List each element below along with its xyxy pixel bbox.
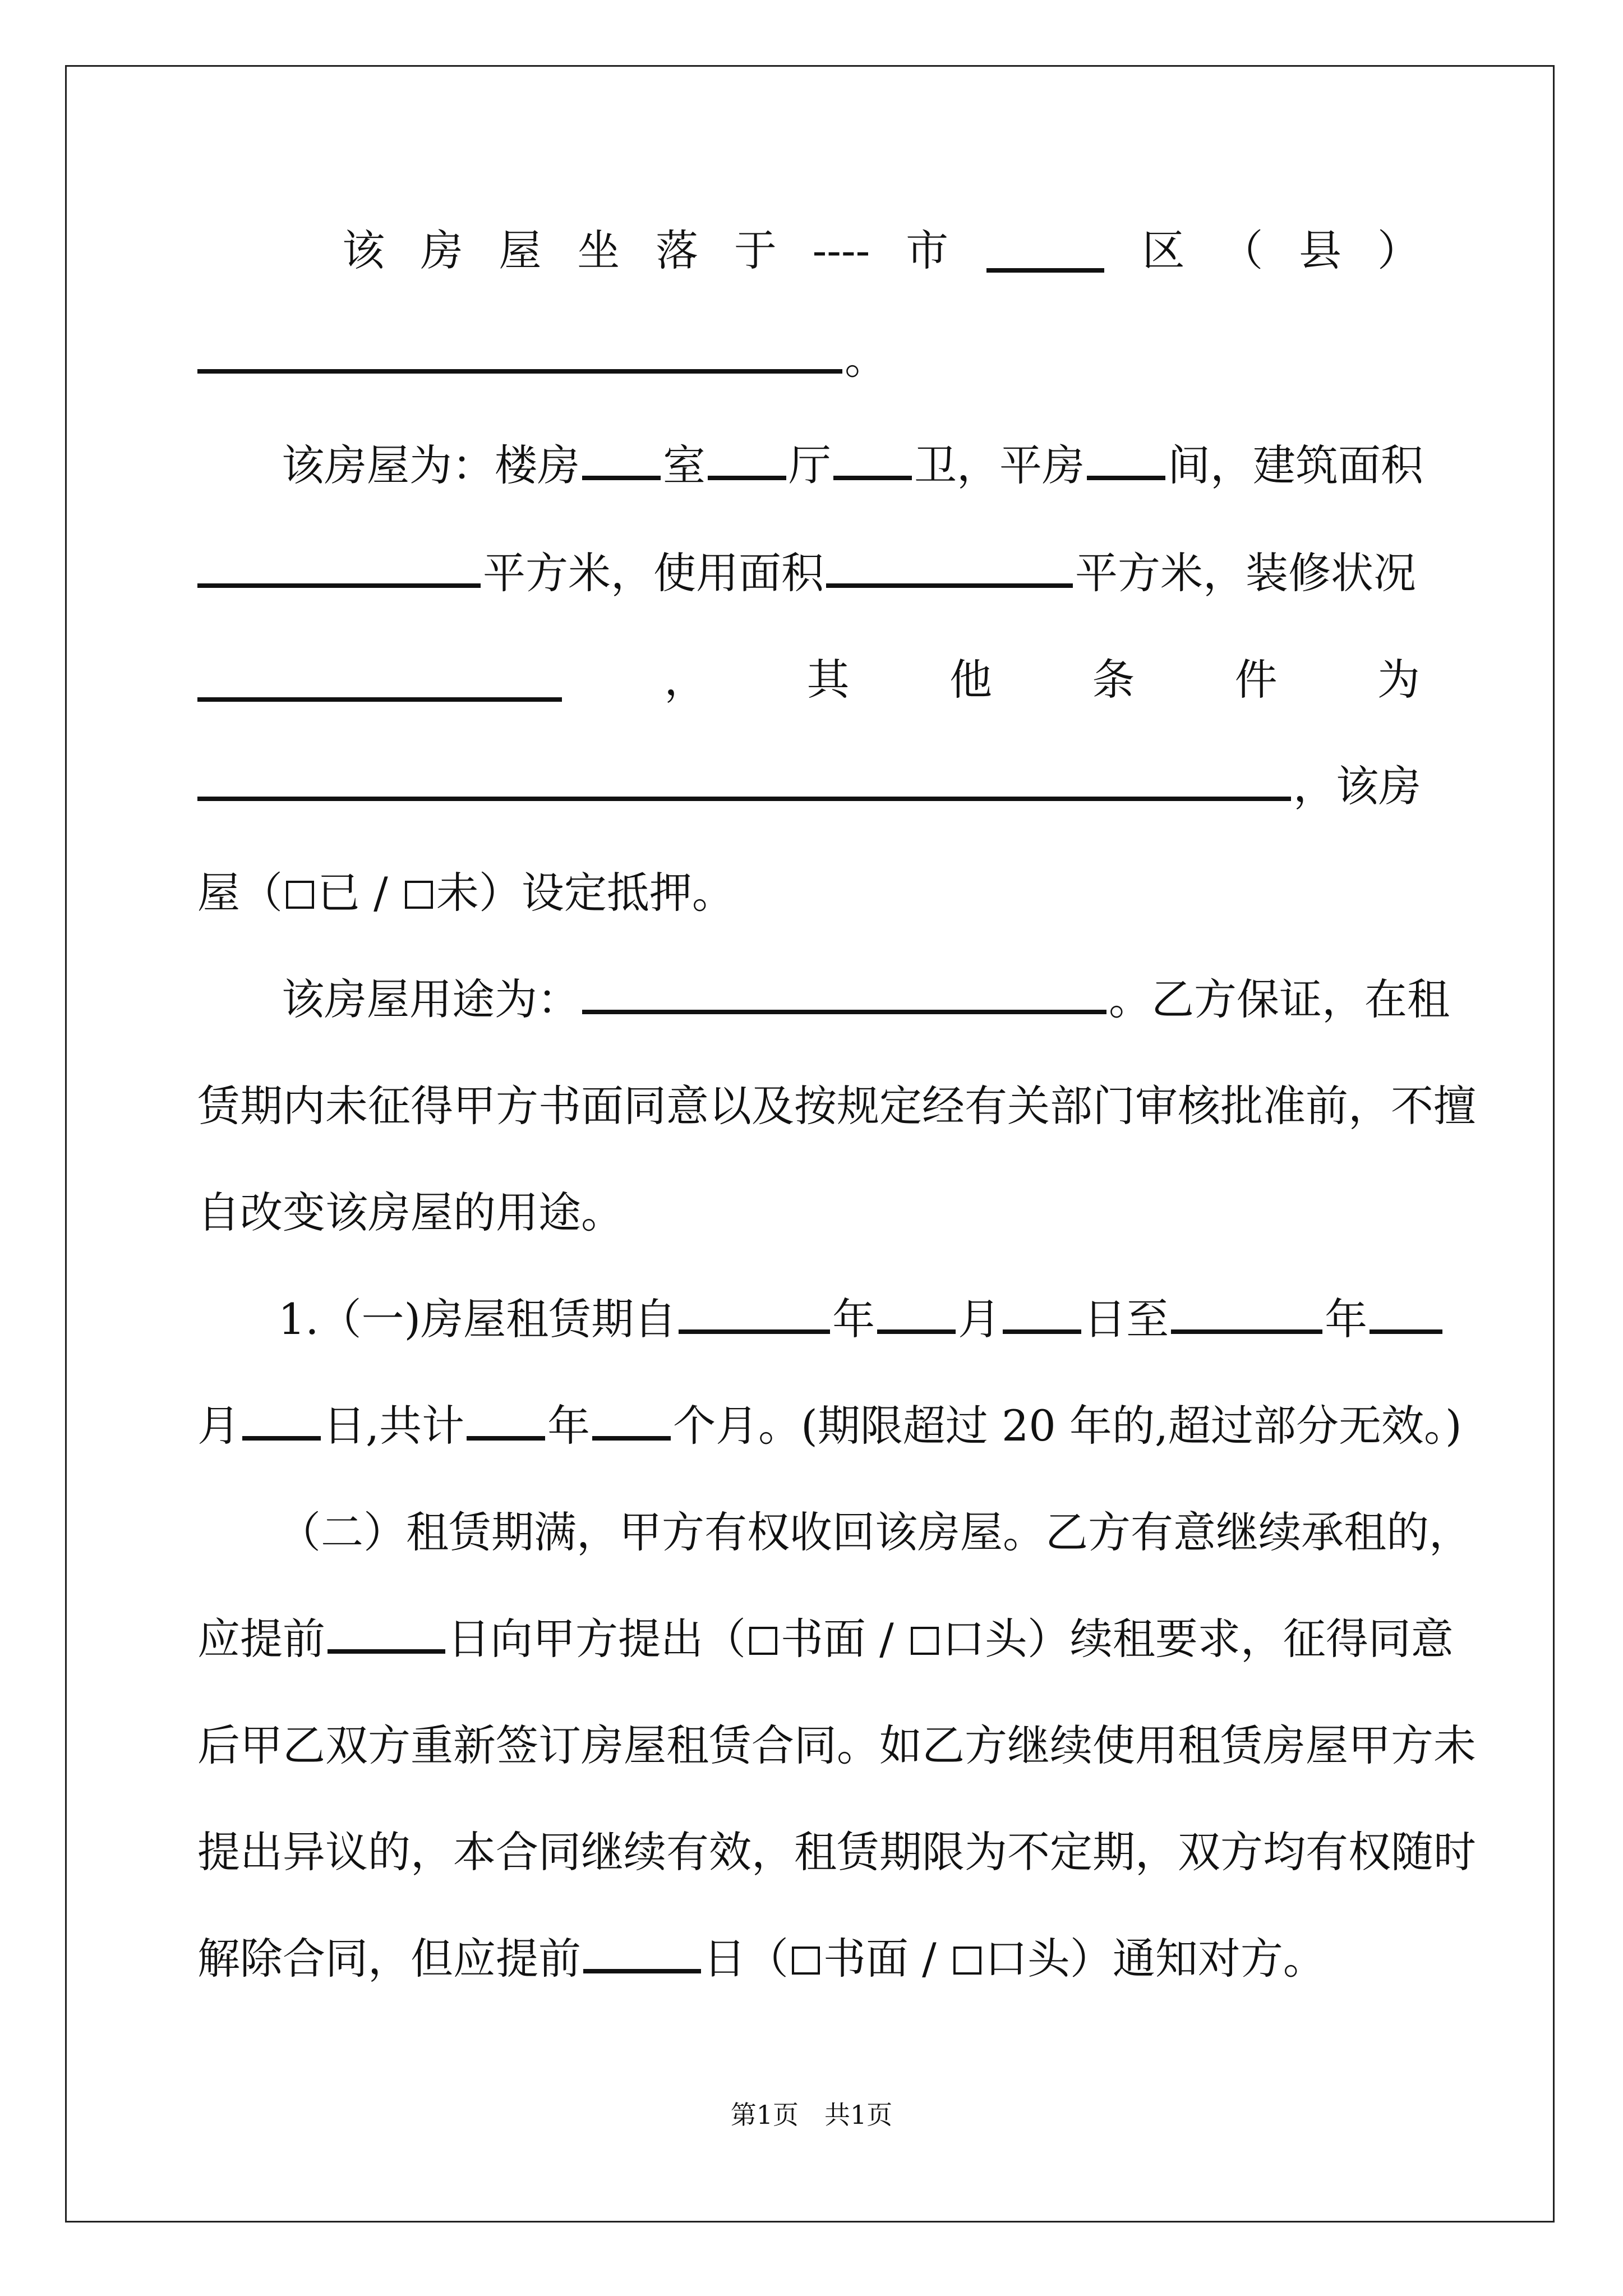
renewal-line bbox=[197, 1605, 1454, 1673]
text-segment: 书面 / bbox=[823, 1934, 950, 1984]
text-segment: 自改变该房屋的用途。 bbox=[197, 1188, 624, 1237]
text-segment: 。乙方保证，在租 bbox=[1109, 974, 1450, 1024]
page-footer: 第1页 共1页 bbox=[730, 2100, 893, 2130]
text-char: （ bbox=[1220, 226, 1264, 275]
text-segment: 提出异议的，本合同继续有效，租赁期限为不定期，双方均有权随时 bbox=[197, 1827, 1476, 1877]
start-year-blank[interactable] bbox=[679, 1290, 830, 1334]
text-segment: 月 bbox=[197, 1401, 240, 1451]
location-line bbox=[342, 217, 1420, 284]
text-segment: 日至 bbox=[1083, 1294, 1169, 1344]
address-line bbox=[197, 325, 1420, 393]
text-segment: 间，建筑面积 bbox=[1168, 440, 1423, 490]
text-char: 落 bbox=[656, 226, 699, 275]
termination-notice-blank[interactable] bbox=[583, 1930, 701, 1973]
other-conditions-blank[interactable] bbox=[197, 757, 1291, 801]
building-area-blank[interactable] bbox=[197, 544, 481, 588]
text-segment: 口头）通知对方。 bbox=[984, 1934, 1326, 1984]
text-char: 为 bbox=[1377, 655, 1420, 705]
text-segment: 年 bbox=[832, 1294, 875, 1344]
address-blank[interactable] bbox=[197, 330, 842, 374]
bungalow-rooms-blank[interactable] bbox=[1087, 436, 1165, 480]
text-segment: 个月。(期限超过 20 年的,超过部分无效。) bbox=[673, 1401, 1462, 1451]
text-segment: 已 / bbox=[317, 868, 402, 918]
text-char: ， bbox=[664, 655, 707, 705]
text-char: 屋 bbox=[499, 226, 542, 275]
text-char: 件 bbox=[1234, 655, 1278, 705]
text-segment: 平方米，装修状况 bbox=[1075, 548, 1416, 598]
text-segment: 屋（ bbox=[197, 868, 283, 918]
not-mortgaged-checkbox[interactable] bbox=[405, 881, 433, 909]
body-line bbox=[278, 1499, 1472, 1566]
text-char: 于 bbox=[734, 226, 777, 275]
usable-area-blank[interactable] bbox=[826, 544, 1073, 588]
written-checkbox[interactable] bbox=[749, 1627, 777, 1655]
text-segment: 卫，平房 bbox=[914, 440, 1085, 490]
text-segment: 口头）续租要求，征得同意 bbox=[942, 1614, 1454, 1664]
end-year-blank[interactable] bbox=[1171, 1290, 1322, 1334]
text-dashes: ---- bbox=[812, 226, 870, 275]
text-char: 市 bbox=[906, 226, 949, 275]
text-char: 县 bbox=[1299, 226, 1342, 275]
oral-checkbox[interactable] bbox=[911, 1627, 939, 1655]
mortgage-line bbox=[197, 859, 1420, 927]
text-segment: 该房屋用途为： bbox=[282, 974, 580, 1024]
other-conditions-line bbox=[197, 753, 1420, 820]
decoration-line bbox=[197, 646, 1420, 714]
start-month-blank[interactable] bbox=[877, 1290, 956, 1334]
text-segment: 解除合同，但应提前 bbox=[197, 1934, 581, 1984]
text-segment: （二）租赁期满，甲方有权收回该房屋。乙方有意继续承租的， bbox=[278, 1507, 1472, 1557]
end-month-blank[interactable] bbox=[1370, 1290, 1442, 1334]
text-segment: 年 bbox=[547, 1401, 591, 1451]
body-line bbox=[197, 1073, 1476, 1140]
city-blank[interactable] bbox=[986, 229, 1104, 273]
termination-line bbox=[197, 1925, 1420, 1993]
text-segment: 应提前 bbox=[197, 1614, 325, 1664]
term-line bbox=[197, 1392, 1462, 1460]
notice-days-blank[interactable] bbox=[328, 1610, 445, 1654]
text-segment: 该房屋为：楼房 bbox=[282, 440, 580, 490]
area-line bbox=[197, 540, 1420, 607]
text-segment: 日向甲方提出（ bbox=[448, 1614, 746, 1664]
start-day-blank[interactable] bbox=[1003, 1290, 1081, 1334]
body-line bbox=[197, 1712, 1476, 1779]
body-line bbox=[197, 1819, 1476, 1886]
body-line bbox=[197, 1179, 1420, 1246]
total-years-blank[interactable] bbox=[467, 1397, 545, 1441]
text-segment: 书面 / bbox=[781, 1614, 907, 1664]
text-char: 房 bbox=[420, 226, 463, 275]
text-char: 该 bbox=[342, 226, 385, 275]
text-segment: 1.（一)房屋租赁期自 bbox=[278, 1294, 677, 1344]
house-type-line bbox=[282, 432, 1423, 499]
text-segment: ，该房 bbox=[1293, 761, 1421, 811]
text-segment: 未）设定抵押。 bbox=[436, 868, 735, 918]
term-line bbox=[278, 1286, 1420, 1353]
text-segment: 赁期内未征得甲方书面同意以及按规定经有关部门审核批准前，不擅 bbox=[197, 1081, 1476, 1131]
mortgaged-checkbox[interactable] bbox=[286, 881, 314, 909]
oral-checkbox[interactable] bbox=[953, 1947, 981, 1975]
text-char: 坐 bbox=[577, 226, 620, 275]
text-segment: 后甲乙双方重新签订房屋租赁合同。如乙方继续使用租赁房屋甲方未 bbox=[197, 1720, 1476, 1770]
text-char: 条 bbox=[1092, 655, 1135, 705]
text-segment: 日（ bbox=[703, 1934, 789, 1984]
end-day-blank[interactable] bbox=[242, 1397, 321, 1441]
total-months-blank[interactable] bbox=[592, 1397, 671, 1441]
text-char: 区 bbox=[1142, 226, 1185, 275]
usage-line bbox=[282, 966, 1450, 1033]
written-checkbox[interactable] bbox=[792, 1947, 820, 1975]
text-char: 其 bbox=[806, 655, 850, 705]
text-segment: 日,共计 bbox=[323, 1401, 465, 1451]
rooms-blank[interactable] bbox=[582, 436, 661, 480]
text-char: ） bbox=[1377, 226, 1420, 275]
usage-blank[interactable] bbox=[582, 970, 1106, 1014]
text-segment: 月 bbox=[958, 1294, 1001, 1344]
halls-blank[interactable] bbox=[708, 436, 786, 480]
text-segment: 平方米，使用面积 bbox=[483, 548, 824, 598]
text-segment: 厅 bbox=[789, 440, 831, 490]
text-segment: 年 bbox=[1325, 1294, 1368, 1344]
baths-blank[interactable] bbox=[833, 436, 912, 480]
text-char: 他 bbox=[949, 655, 992, 705]
decoration-blank[interactable] bbox=[197, 658, 562, 702]
text-segment: 室 bbox=[663, 440, 706, 490]
text-end: 。 bbox=[845, 334, 887, 384]
